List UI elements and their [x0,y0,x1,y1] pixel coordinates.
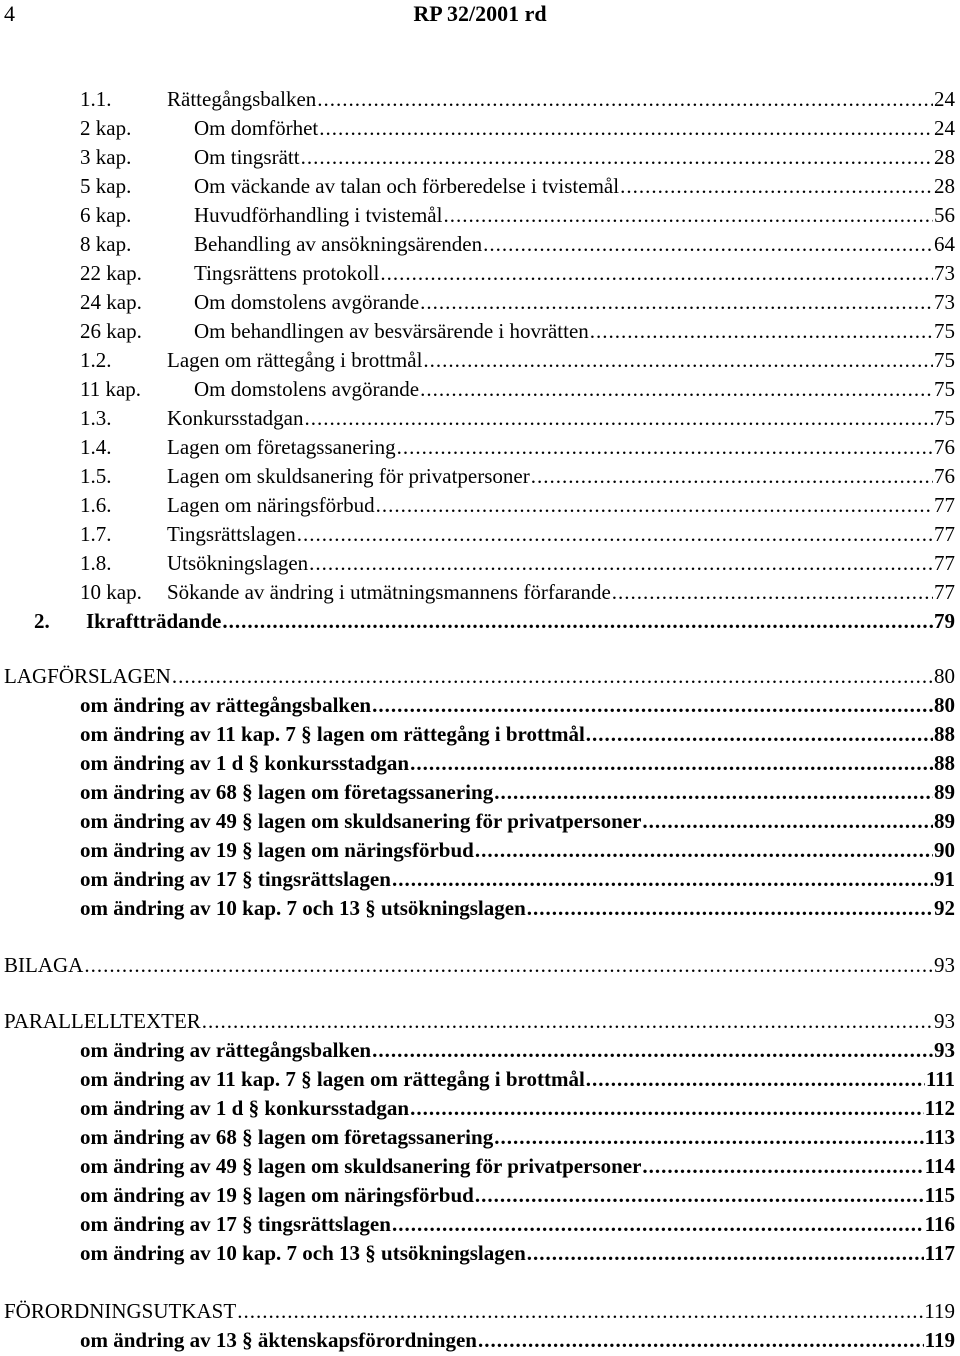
toc-entry[interactable] [80,549,955,578]
toc-leader [392,1210,924,1239]
toc-leader [443,201,933,230]
toc-title: om ändring av 1 d § konkursstadgan [80,1096,410,1120]
toc-entry[interactable] [80,1094,955,1123]
toc-page: 80 [934,664,955,688]
toc-entry[interactable] [80,778,955,807]
toc-number: 2 kap. [80,116,132,140]
toc-leader [527,1239,924,1268]
toc-title: om ändring av 68 § lagen om företagssanering [80,780,494,804]
toc-section[interactable] [4,662,955,691]
toc-number: 26 kap. [80,319,142,343]
toc-leader [475,1181,924,1210]
toc-page: 112 [924,1096,955,1120]
toc-number: 24 kap. [80,290,142,314]
toc-leader [642,807,933,836]
toc-entry[interactable] [34,607,955,636]
toc-section[interactable] [4,1297,955,1326]
toc-entry[interactable] [80,836,955,865]
toc-title: Lagen om företagssanering [167,435,396,459]
toc-entry[interactable] [80,85,955,114]
toc-title: Tingsrättslagen [167,522,296,546]
page-number: 4 [4,1,15,26]
toc-title: om ändring av 13 § äktenskapsförordningen [80,1328,477,1352]
toc-page: 75 [934,377,955,401]
toc-leader [423,346,933,375]
toc-entry[interactable] [80,720,955,749]
toc-page: 73 [934,261,955,285]
toc-number: 11 kap. [80,377,142,401]
toc-title: Rättegångsbalken [167,87,317,111]
toc-title: om ändring av rättegångsbalken [80,693,372,717]
toc-leader [531,462,933,491]
toc-number: 1.3. [80,406,112,430]
toc-page: 77 [934,580,955,604]
toc-entry[interactable] [80,578,955,607]
toc-entry[interactable] [80,691,955,720]
toc-title: Tingsrättens protokoll [194,261,380,285]
toc-page: 93 [934,1038,955,1062]
toc-page: 80 [934,693,955,717]
toc-leader [372,1036,933,1065]
toc-entry[interactable] [80,865,955,894]
toc-section[interactable] [4,951,955,980]
toc-number: 5 kap. [80,174,132,198]
toc-leader [304,404,933,433]
toc-leader [527,894,933,923]
toc-page: 56 [934,203,955,227]
toc-title: om ändring av 10 kap. 7 och 13 § utsökningslagen [80,896,526,920]
toc-title: Om domstolens avgörande [194,290,420,314]
toc-entry[interactable] [80,1152,955,1181]
toc-page: 119 [924,1328,955,1352]
toc-leader [380,259,933,288]
toc-title: Behandling av ansökningsärenden [194,232,483,256]
toc-page: 77 [934,522,955,546]
toc-page: 92 [934,896,955,920]
document-title: RP 32/2001 rd [413,1,547,26]
toc-leader [392,865,933,894]
toc-page: 91 [934,867,955,891]
toc-entry[interactable] [80,1065,955,1094]
toc-title: Om domstolens avgörande [194,377,420,401]
toc-title: Ikraftträdande [86,609,222,633]
toc-section[interactable] [4,1007,955,1036]
toc-leader [301,143,933,172]
toc-title: Om tingsrätt [194,145,300,169]
toc-leader [172,662,933,691]
toc-leader [397,433,933,462]
toc-leader [319,114,933,143]
toc-entry[interactable] [80,317,955,346]
toc-title: Om domförhet [194,116,319,140]
toc-page: 79 [934,609,955,633]
toc-leader [590,317,933,346]
toc-entry[interactable] [80,1036,955,1065]
toc-entry[interactable] [80,288,955,317]
toc-title: PARALLELLTEXTER [4,1009,201,1033]
toc-number: 1.4. [80,435,112,459]
toc-page: 76 [934,464,955,488]
toc-number: 1.2. [80,348,112,372]
toc-title: om ändring av 11 kap. 7 § lagen om rättegång i brottmål [80,722,585,746]
toc-leader [494,1123,923,1152]
toc-leader [586,720,933,749]
toc-entry[interactable] [80,230,955,259]
toc-title: FÖRORDNINGSUTKAST [4,1299,237,1323]
toc-title: om ändring av 1 d § konkursstadgan [80,751,410,775]
toc-number: 1.7. [80,522,112,546]
toc-entry[interactable] [80,807,955,836]
toc-page: 93 [934,1009,955,1033]
toc-title: om ändring av 49 § lagen om skuldsanering för privatpersoner [80,1154,642,1178]
toc-page: 73 [934,290,955,314]
toc-leader [483,230,933,259]
toc-entry[interactable] [80,201,955,230]
toc-leader [478,1326,924,1355]
toc-title: om ändring av 49 § lagen om skuldsanering för privatpersoner [80,809,642,833]
toc-page: 77 [934,493,955,517]
toc-entry[interactable] [80,172,955,201]
toc-entry[interactable] [80,894,955,923]
toc-entry[interactable] [80,1123,955,1152]
toc-number: 3 kap. [80,145,132,169]
toc-entry[interactable] [80,1239,955,1268]
toc-title: LAGFÖRSLAGEN [4,664,171,688]
toc-entry[interactable] [80,346,955,375]
toc-page: 90 [934,838,955,862]
toc-page: 75 [934,319,955,343]
toc-page: 28 [934,145,955,169]
toc-title: om ändring av 68 § lagen om företagssanering [80,1125,494,1149]
toc-page: 24 [934,116,955,140]
toc-title: Om behandlingen av besvärsärende i hovrätten [194,319,589,343]
toc-page: 93 [934,953,955,977]
toc-page: 76 [934,435,955,459]
toc-page: 24 [934,87,955,111]
toc-number: 8 kap. [80,232,132,256]
toc-leader [309,549,933,578]
toc-entry[interactable] [80,520,955,549]
toc-title: om ändring av 11 kap. 7 § lagen om rättegång i brottmål [80,1067,585,1091]
toc-entry[interactable] [80,404,955,433]
toc-entry[interactable] [80,259,955,288]
toc-title: om ändring av 10 kap. 7 och 13 § utsökningslagen [80,1241,526,1265]
toc-page: 117 [924,1241,955,1265]
toc-title: Konkursstadgan [167,406,304,430]
toc-page: 75 [934,406,955,430]
toc-entry[interactable] [80,491,955,520]
toc-title: om ändring av rättegångsbalken [80,1038,372,1062]
toc-entry[interactable] [80,1210,955,1239]
toc-leader [297,520,933,549]
toc-title: Lagen om näringsförbud [167,493,375,517]
toc-number: 1.8. [80,551,112,575]
toc-leader [376,491,933,520]
toc-entry[interactable] [80,462,955,491]
toc-page: 88 [934,751,955,775]
toc-leader [612,578,933,607]
toc-entry[interactable] [80,749,955,778]
toc-title: Utsökningslagen [167,551,309,575]
toc-page: 88 [934,722,955,746]
toc-page: 113 [924,1125,955,1149]
toc-leader [420,288,933,317]
toc-number: 10 kap. [80,580,142,604]
toc-page: 119 [924,1299,955,1323]
toc-leader [642,1152,923,1181]
toc-leader [202,1007,933,1036]
toc-entry[interactable] [80,433,955,462]
toc-title: Huvudförhandling i tvistemål [194,203,443,227]
toc-title: om ändring av 17 § tingsrättslagen [80,867,391,891]
toc-leader [222,607,933,636]
toc-page: 115 [924,1183,955,1207]
toc-title: BILAGA [4,953,84,977]
toc-title: Om väckande av talan och förberedelse i tvistemål [194,174,620,198]
toc-leader [410,749,933,778]
toc-page: 114 [924,1154,955,1178]
toc-page: 75 [934,348,955,372]
toc-title: Sökande av ändring i utmätningsmannens förfarande [167,580,611,604]
toc-title: Lagen om skuldsanering för privatpersoner [167,464,530,488]
toc-page: 116 [924,1212,955,1236]
toc-leader [494,778,933,807]
toc-leader [237,1297,923,1326]
toc-entry[interactable] [80,114,955,143]
toc-page: 64 [934,232,955,256]
toc-page: 89 [934,780,955,804]
toc-page: 77 [934,551,955,575]
toc-number: 2. [34,609,50,633]
toc-leader [475,836,933,865]
toc-entry[interactable] [80,143,955,172]
toc-entry[interactable] [80,375,955,404]
toc-number: 22 kap. [80,261,142,285]
toc-number: 1.6. [80,493,112,517]
toc-number: 1.1. [80,87,112,111]
toc-number: 1.5. [80,464,112,488]
toc-leader [420,375,933,404]
toc-page: 89 [934,809,955,833]
toc-title: om ändring av 19 § lagen om näringsförbud [80,1183,474,1207]
toc-page: 28 [934,174,955,198]
toc-number: 6 kap. [80,203,132,227]
toc-leader [317,85,933,114]
toc-leader [84,951,933,980]
toc-title: om ändring av 19 § lagen om näringsförbud [80,838,474,862]
toc-page: 111 [925,1067,955,1091]
toc-leader [586,1065,925,1094]
toc-title: Lagen om rättegång i brottmål [167,348,423,372]
toc-leader [372,691,933,720]
toc-entry[interactable] [80,1181,955,1210]
toc-title: om ändring av 17 § tingsrättslagen [80,1212,391,1236]
toc-leader [410,1094,924,1123]
toc-leader [620,172,933,201]
toc-entry[interactable] [80,1326,955,1355]
